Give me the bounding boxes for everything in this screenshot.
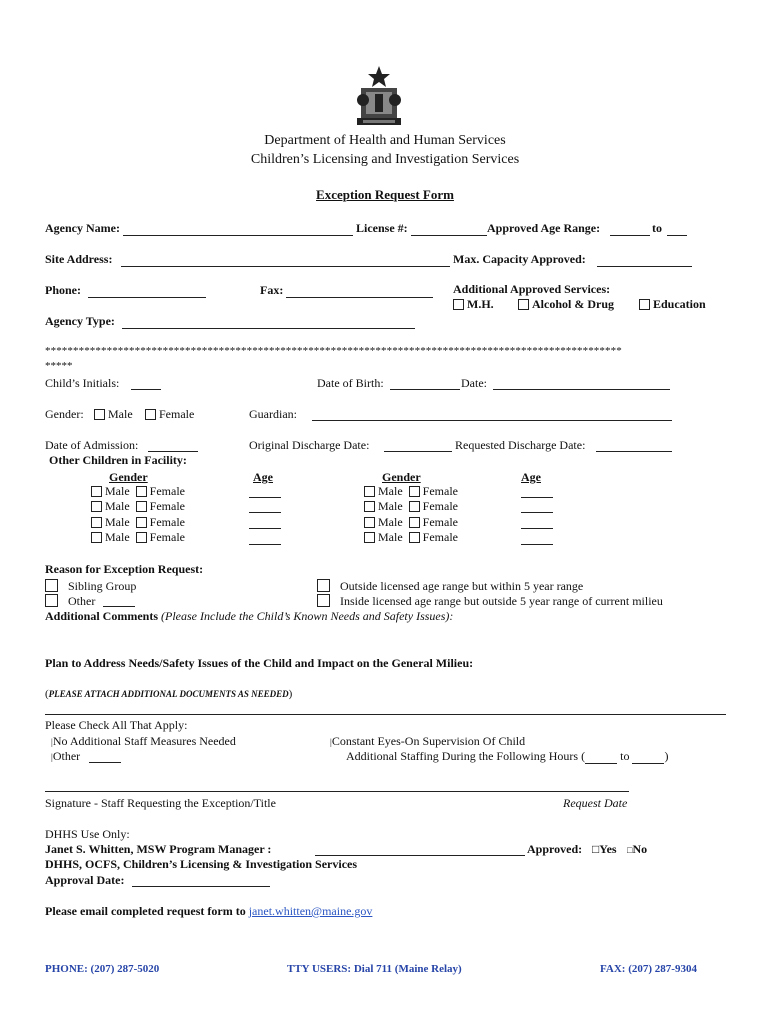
gender-label: Gender: [45, 407, 84, 421]
gender-male [94, 408, 133, 422]
other-child-3-gender: Male Female [91, 516, 185, 530]
form-title: Exception Request Form [316, 187, 454, 202]
program-manager-label: Janet S. Whitten, MSW Program Manager : [45, 842, 272, 856]
service-mh-label: M.H. [467, 297, 494, 311]
max-capacity-field[interactable] [597, 266, 692, 267]
female-checkbox[interactable] [136, 501, 147, 512]
other-child-5-gender: Male Female [364, 485, 458, 499]
female-checkbox[interactable] [136, 517, 147, 528]
email-instruction: Please email completed request form to janet.whitten@maine.gov [45, 904, 373, 918]
site-address-label: Site Address: [45, 252, 113, 266]
male-checkbox[interactable] [364, 486, 375, 497]
other-child-4-age-field[interactable] [249, 544, 281, 545]
guardian-field[interactable] [312, 420, 672, 421]
female-checkbox[interactable] [409, 486, 420, 497]
other-child-7-age-field[interactable] [521, 528, 553, 529]
reason-title: Reason for Exception Request: [45, 562, 204, 576]
requested-discharge-field[interactable] [596, 451, 672, 452]
email-link[interactable]: janet.whitten@maine.gov [248, 904, 373, 918]
department-title: Department of Health and Human Services [264, 133, 506, 148]
constant-eyes-option[interactable]: |Constant Eyes-On Supervision Of Child [330, 734, 526, 748]
male-checkbox[interactable] [364, 532, 375, 543]
plan-title: Plan to Address Needs/Safety Issues of the Child and Impact on the General Milieu: [45, 656, 474, 670]
other-child-2-age-field[interactable] [249, 512, 281, 513]
female-checkbox[interactable] [409, 517, 420, 528]
female-checkbox[interactable] [136, 532, 147, 543]
female-checkbox[interactable] [136, 486, 147, 497]
dob-field[interactable] [390, 389, 460, 390]
age-range-to-field[interactable] [667, 235, 687, 236]
plan-divider [45, 714, 726, 715]
footer-fax: FAX: (207) 287-9304 [600, 963, 697, 975]
other-child-1-age-field[interactable] [249, 497, 281, 498]
gender-header-left: Gender [109, 470, 148, 484]
other-child-6-gender: Male Female [364, 500, 458, 514]
gender-male-checkbox[interactable] [94, 409, 105, 420]
service-education-checkbox[interactable] [639, 299, 650, 310]
other-child-8-gender: Male Female [364, 531, 458, 545]
age-range-from-field[interactable] [610, 235, 650, 236]
original-discharge-field[interactable] [384, 451, 452, 452]
other-child-3-age-field[interactable] [249, 528, 281, 529]
male-checkbox[interactable] [364, 501, 375, 512]
gender-male-label: Male [108, 407, 133, 421]
date-label: Date: [461, 376, 487, 390]
signature-label: Signature - Staff Requesting the Exception/Title [45, 796, 276, 810]
female-checkbox[interactable] [409, 532, 420, 543]
dob-label: Date of Birth: [317, 376, 384, 390]
gender-female [145, 408, 194, 422]
additional-comments: Additional Comments (Please Include the Child’s Known Needs and Safety Issues): [45, 609, 454, 623]
other-option-field[interactable] [89, 762, 121, 763]
other-child-5-age-field[interactable] [521, 497, 553, 498]
agency-type-field[interactable] [122, 328, 415, 329]
female-checkbox[interactable] [409, 501, 420, 512]
male-checkbox[interactable] [91, 501, 102, 512]
license-label: License #: [356, 221, 408, 235]
star-separator-2: ***** [45, 360, 73, 372]
approval-date-label: Approval Date: [45, 873, 125, 887]
reason-sibling-label: Sibling Group [68, 579, 137, 593]
gender-header-right: Gender [382, 470, 421, 484]
reason-other-checkbox[interactable] [45, 594, 58, 607]
reason-other [45, 594, 95, 609]
other-child-7-gender: Male Female [364, 516, 458, 530]
division-title: Children’s Licensing and Investigation Services [250, 152, 520, 167]
approved-yes[interactable]: □Yes [592, 842, 617, 856]
reason-other-label: Other [68, 594, 96, 608]
gender-female-label: Female [159, 407, 195, 421]
other-children-title: Other Children in Facility: [49, 453, 187, 467]
service-alcohol-drug-label: Alcohol & Drug [532, 297, 614, 311]
additional-services-label: Additional Approved Services: [453, 282, 611, 296]
seal-icon [353, 64, 405, 130]
reason-inside-range [317, 594, 663, 609]
max-capacity-label: Max. Capacity Approved: [453, 252, 586, 266]
service-alcohol-drug [518, 298, 614, 312]
license-field[interactable] [411, 235, 487, 236]
agency-name-label: Agency Name: [45, 221, 120, 235]
reason-outside-range-checkbox[interactable] [317, 579, 330, 592]
male-checkbox[interactable] [364, 517, 375, 528]
manager-signature-field[interactable] [315, 855, 525, 856]
approved-no[interactable]: □No [627, 842, 648, 856]
reason-sibling-checkbox[interactable] [45, 579, 58, 592]
male-checkbox[interactable] [91, 486, 102, 497]
other-child-6-age-field[interactable] [521, 512, 553, 513]
admission-label: Date of Admission: [45, 438, 139, 452]
checklist-title: Please Check All That Apply: [45, 718, 188, 732]
footer-tty: TTY USERS: Dial 711 (Maine Relay) [287, 963, 462, 975]
fax-label: Fax: [260, 283, 284, 297]
service-mh [453, 298, 494, 312]
state-seal [353, 64, 405, 130]
agency-type-label: Agency Type: [45, 314, 115, 328]
other-child-4-gender: Male Female [91, 531, 185, 545]
admission-field[interactable] [148, 451, 198, 452]
site-address-field[interactable] [121, 266, 450, 267]
reason-inside-range-label: Inside licensed age range but outside 5 year range of current milieu [340, 594, 663, 608]
dhhs-use-only: DHHS Use Only: [45, 827, 130, 841]
star-separator-1: ******************************************************************************************************* [45, 345, 622, 357]
other-option[interactable]: |Other [51, 749, 81, 763]
age-header-left: Age [253, 470, 273, 484]
dhhs-office: DHHS, OCFS, Children’s Licensing & Investigation Services [45, 857, 358, 871]
footer-phone: PHONE: (207) 287-5020 [45, 963, 160, 975]
requested-discharge-label: Requested Discharge Date: [455, 438, 586, 452]
service-alcohol-drug-checkbox[interactable] [518, 299, 529, 310]
fax-field[interactable] [286, 297, 433, 298]
child-initials-field[interactable] [131, 389, 161, 390]
attach-note: (PLEASE ATTACH ADDITIONAL DOCUMENTS AS NEEDED) [45, 688, 293, 700]
request-date-label: Request Date [563, 796, 628, 810]
service-education [639, 298, 706, 312]
age-header-right: Age [521, 470, 541, 484]
additional-staffing-option: Additional Staffing During the Following Hours ( to ) [346, 749, 669, 763]
staffing-to-field[interactable] [632, 751, 664, 764]
reason-inside-range-checkbox[interactable] [317, 594, 330, 607]
agency-name-field[interactable] [123, 235, 353, 236]
guardian-label: Guardian: [249, 407, 297, 421]
approval-date-field[interactable] [132, 886, 270, 887]
original-discharge-label: Original Discharge Date: [249, 438, 370, 452]
other-child-8-age-field[interactable] [521, 544, 553, 545]
service-education-label: Education [653, 297, 706, 311]
service-mh-checkbox[interactable] [453, 299, 464, 310]
date-field[interactable] [493, 389, 670, 390]
reason-sibling [45, 579, 136, 594]
age-range-to-label: to [652, 221, 662, 235]
phone-field[interactable] [88, 297, 206, 298]
reason-outside-range [317, 579, 583, 594]
male-checkbox[interactable] [91, 532, 102, 543]
no-staff-option[interactable]: |No Additional Staff Measures Needed [51, 734, 236, 748]
child-initials-label: Child’s Initials: [45, 376, 120, 390]
phone-label: Phone: [45, 283, 81, 297]
approved-label: Approved: [527, 842, 583, 856]
signature-line[interactable] [45, 791, 629, 792]
reason-other-field[interactable] [103, 606, 135, 607]
gender-female-checkbox[interactable] [145, 409, 156, 420]
staffing-from-field[interactable] [585, 751, 617, 764]
male-checkbox[interactable] [91, 517, 102, 528]
reason-outside-range-label: Outside licensed age range but within 5 year range [340, 579, 584, 593]
other-child-2-gender: Male Female [91, 500, 185, 514]
other-child-1-gender: Male Female [91, 485, 185, 499]
age-range-label: Approved Age Range: [487, 221, 601, 235]
